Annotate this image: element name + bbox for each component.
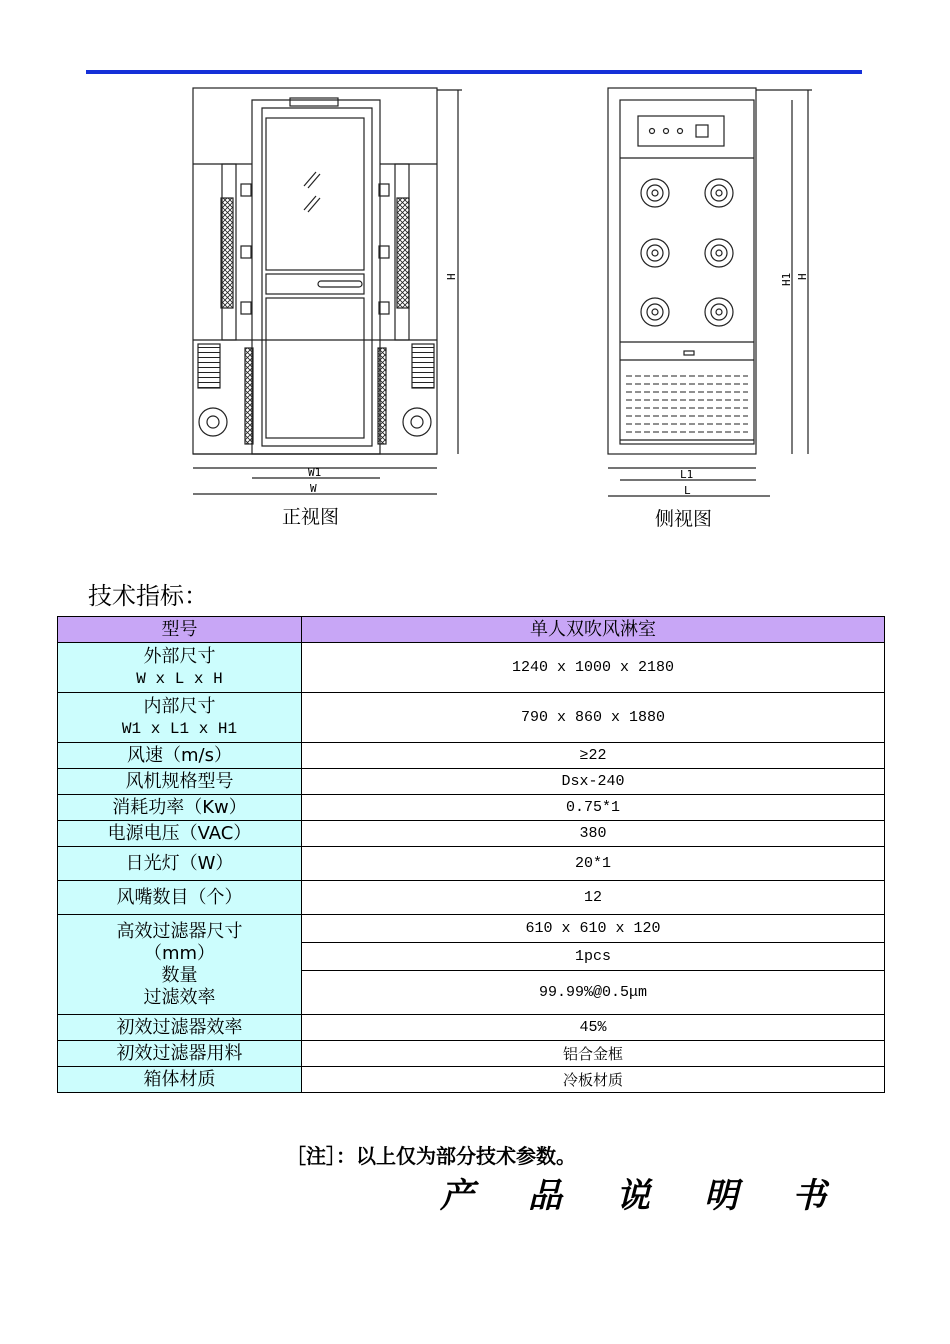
dim-w: W bbox=[310, 482, 317, 495]
row-value: 铝合金框 bbox=[302, 1041, 885, 1067]
table-row bbox=[58, 1067, 885, 1093]
row-value: 冷板材质 bbox=[302, 1067, 885, 1093]
row-label: 风速（m/s） bbox=[58, 743, 302, 769]
label-line: 过滤效率 bbox=[143, 986, 216, 1008]
title-char: 明 bbox=[704, 1176, 738, 1216]
table-header-row bbox=[58, 617, 885, 643]
label-line: 高效过滤器尺寸 bbox=[116, 920, 243, 942]
row-value: 0.75*1 bbox=[302, 795, 885, 821]
row-value: Dsx-240 bbox=[302, 769, 885, 795]
section-title: 技术指标： bbox=[88, 582, 208, 610]
front-view-caption: 正视图 bbox=[282, 506, 340, 528]
technical-drawings bbox=[0, 0, 950, 560]
row-label: 箱体材质 bbox=[58, 1067, 302, 1093]
label-line: 内部尺寸 bbox=[143, 695, 216, 717]
dim-h: H bbox=[445, 273, 458, 280]
table-row bbox=[58, 743, 885, 769]
side-view-drawing bbox=[608, 88, 812, 496]
table-row bbox=[58, 1015, 885, 1041]
label-line: （mm） bbox=[143, 942, 216, 964]
title-char: 说 bbox=[616, 1176, 650, 1216]
title-char: 产 bbox=[440, 1176, 474, 1216]
dim-l1: L1 bbox=[680, 468, 694, 481]
row-label: 电源电压（VAC） bbox=[58, 821, 302, 847]
row-value: 610 x 610 x 120 bbox=[302, 915, 885, 943]
product-manual-title bbox=[440, 1168, 826, 1217]
row-value: 1pcs bbox=[302, 943, 885, 971]
title-char: 书 bbox=[792, 1176, 826, 1216]
filter-group-label bbox=[58, 915, 302, 1015]
row-label bbox=[58, 643, 302, 693]
header-label: 型号 bbox=[58, 617, 302, 643]
vent-slots bbox=[626, 376, 748, 432]
dim-l: L bbox=[684, 484, 691, 497]
table-row bbox=[58, 693, 885, 743]
row-label bbox=[58, 693, 302, 743]
front-view-drawing bbox=[193, 88, 462, 494]
nozzles bbox=[641, 179, 733, 326]
row-label: 日光灯（W） bbox=[58, 847, 302, 881]
note-text: ［注］：以上仅为部分技术参数。 bbox=[286, 1144, 576, 1168]
row-value: 1240 x 1000 x 2180 bbox=[302, 643, 885, 693]
title-char: 品 bbox=[528, 1176, 562, 1216]
row-value: 380 bbox=[302, 821, 885, 847]
row-value: 99.99%@0.5μm bbox=[302, 971, 885, 1015]
dim-w1: W1 bbox=[308, 466, 322, 479]
label-line: W x L x H bbox=[136, 669, 223, 688]
table-row bbox=[58, 847, 885, 881]
row-value: 790 x 860 x 1880 bbox=[302, 693, 885, 743]
row-label: 初效过滤器用料 bbox=[58, 1041, 302, 1067]
row-label: 初效过滤器效率 bbox=[58, 1015, 302, 1041]
row-value: 20*1 bbox=[302, 847, 885, 881]
label-line: 数量 bbox=[161, 964, 198, 986]
dim-h-side: H bbox=[796, 273, 809, 280]
spec-table bbox=[57, 616, 885, 1093]
table-row bbox=[58, 915, 885, 943]
dim-h1: H1 bbox=[780, 272, 793, 286]
table-row bbox=[58, 795, 885, 821]
table-row bbox=[58, 769, 885, 795]
header-value: 单人双吹风淋室 bbox=[302, 617, 885, 643]
table-row bbox=[58, 643, 885, 693]
table-row bbox=[58, 881, 885, 915]
table-row bbox=[58, 1041, 885, 1067]
row-value: 12 bbox=[302, 881, 885, 915]
side-view-caption: 侧视图 bbox=[655, 508, 713, 530]
row-label: 消耗功率（Kw） bbox=[58, 795, 302, 821]
row-value: 45% bbox=[302, 1015, 885, 1041]
label-line: 外部尺寸 bbox=[143, 645, 216, 667]
row-value: ≥22 bbox=[302, 743, 885, 769]
row-label: 风机规格型号 bbox=[58, 769, 302, 795]
row-label: 风嘴数目（个） bbox=[58, 881, 302, 915]
label-line: W1 x L1 x H1 bbox=[121, 719, 238, 738]
table-row bbox=[58, 821, 885, 847]
